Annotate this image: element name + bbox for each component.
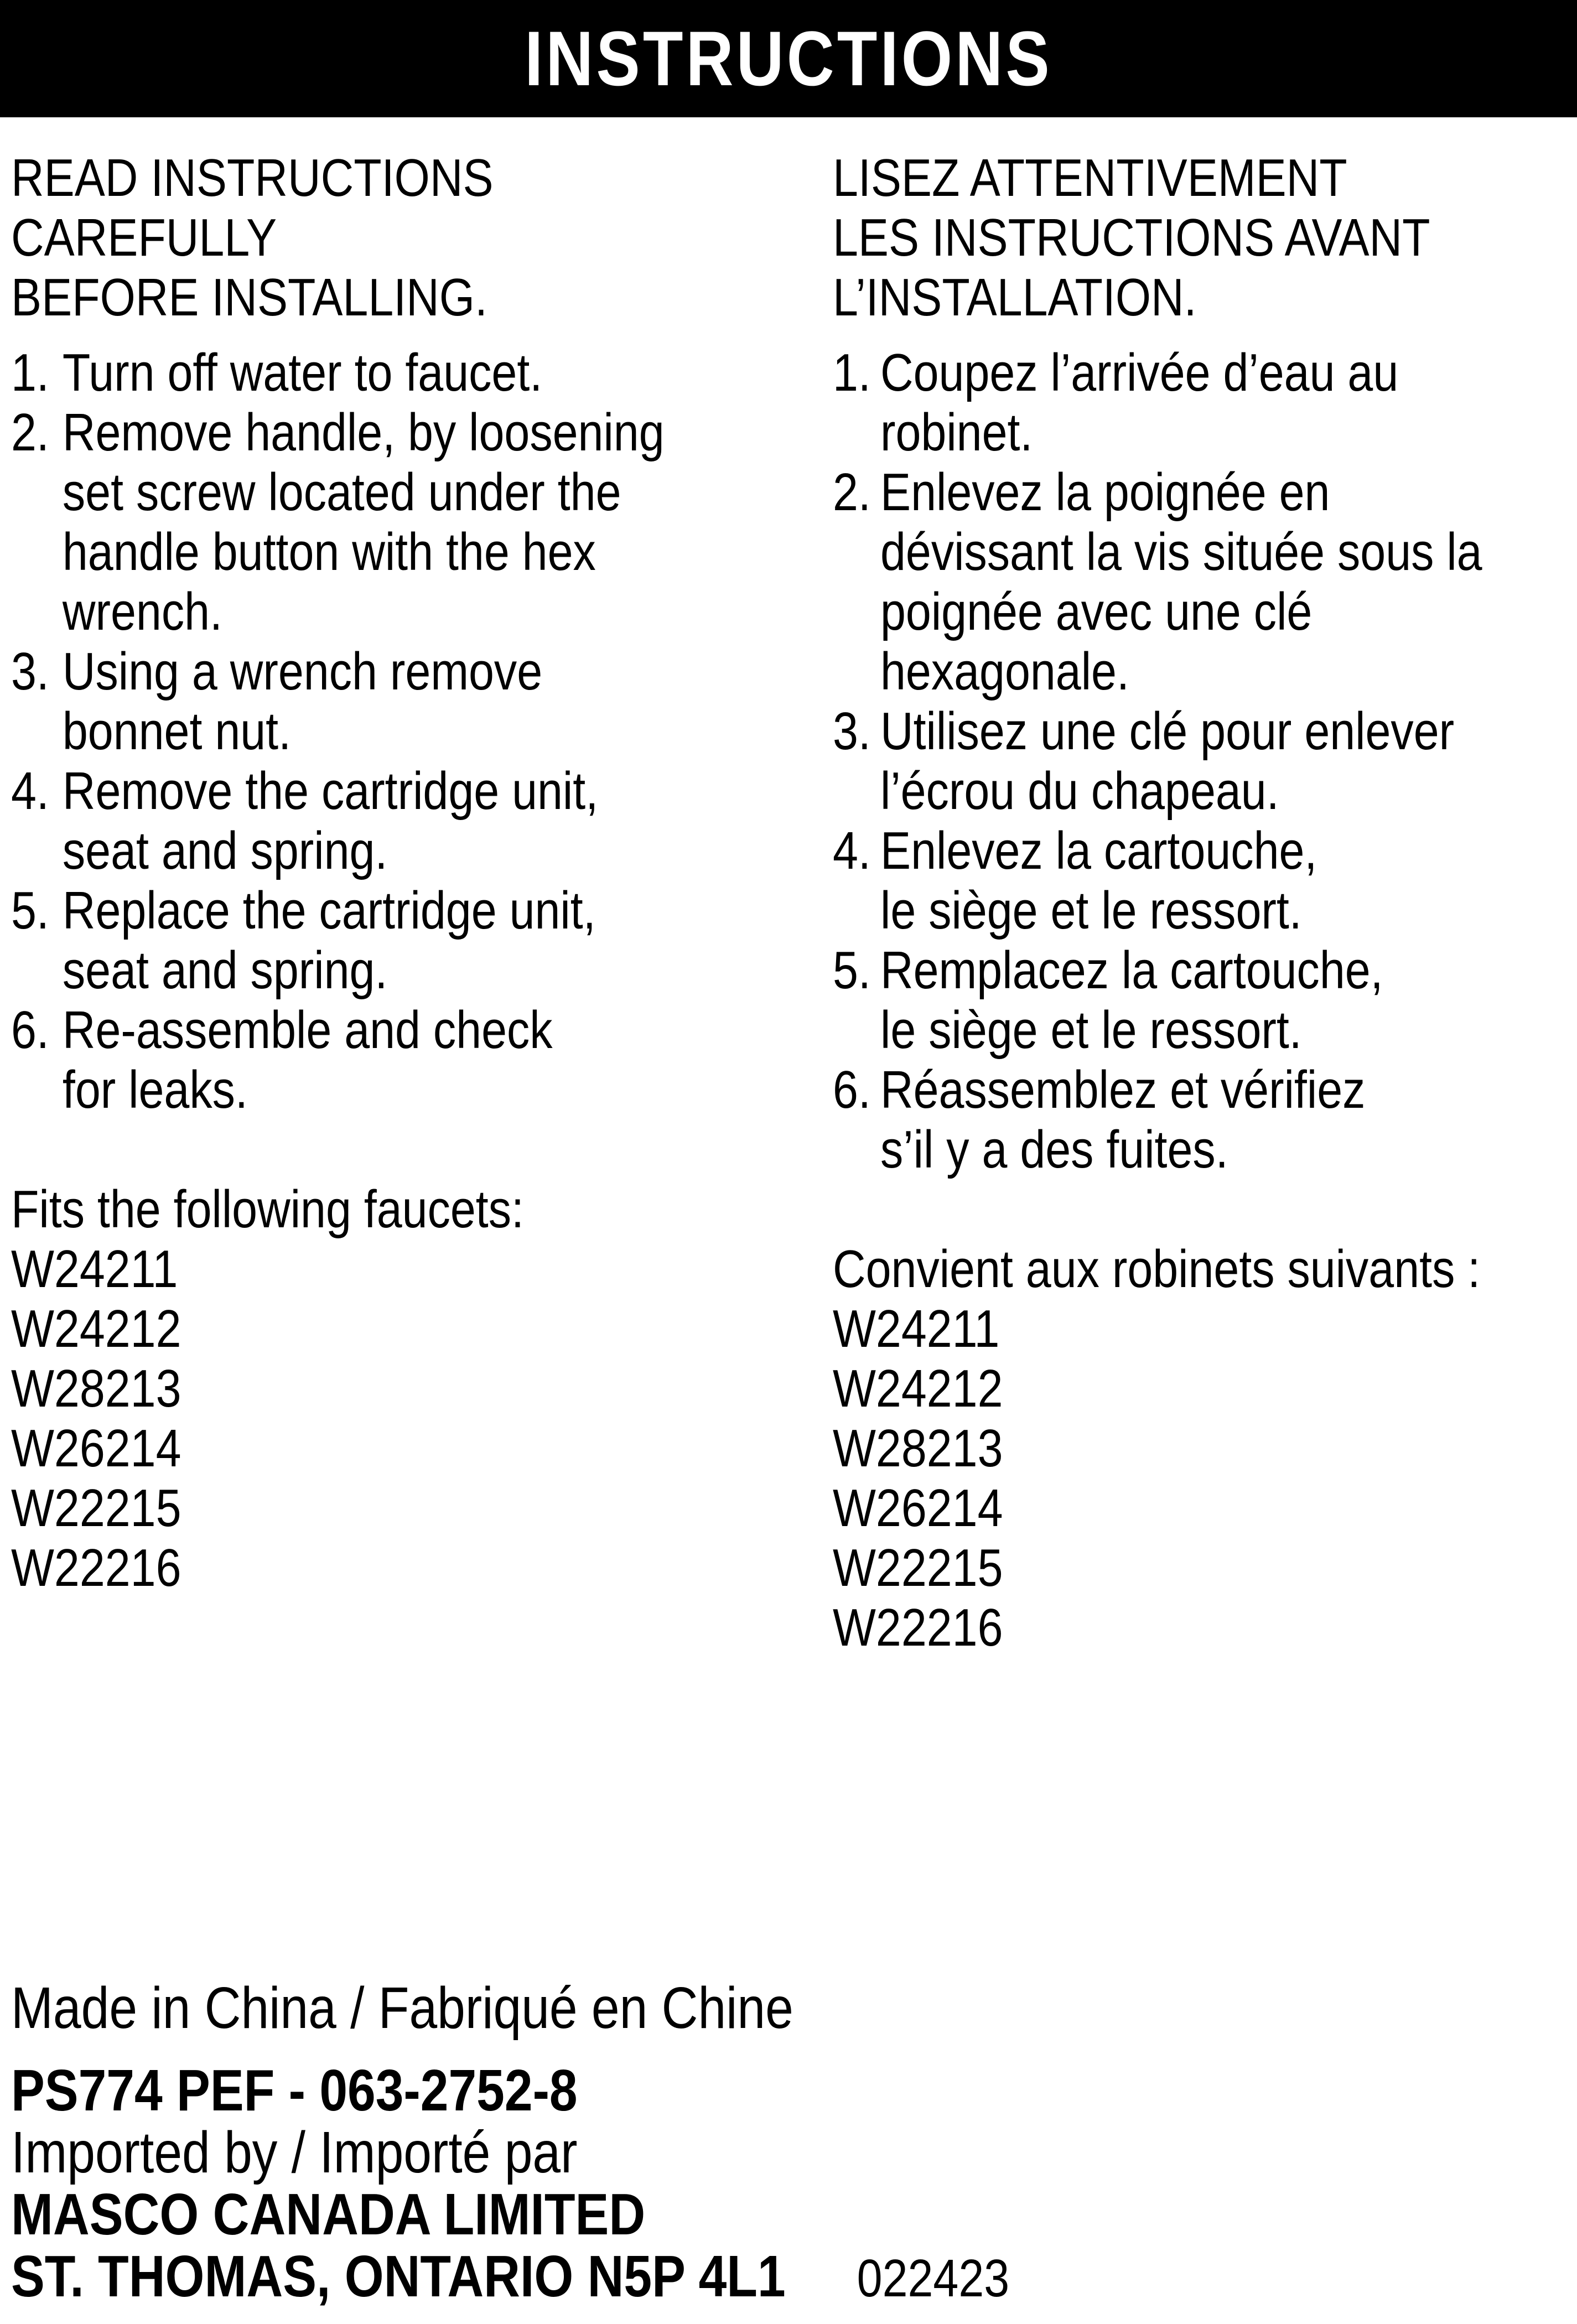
step-number: 5. <box>11 881 49 940</box>
step-line: le siège et le ressort. <box>880 881 1302 940</box>
imported-by-text: Imported by / Importé par <box>11 2120 578 2185</box>
step-text <box>63 403 677 642</box>
step-line: set screw located under the <box>62 463 621 522</box>
model-number: W22215 <box>11 1479 181 1538</box>
part-code: PS774 PEF - 063-2752-8 <box>11 2058 578 2123</box>
english-intro-line: READ INSTRUCTIONS CAREFULLY <box>11 148 494 267</box>
english-step-5 <box>11 881 677 1000</box>
english-model-list <box>11 1239 677 1598</box>
step-line: Re-assemble and check <box>62 1000 553 1060</box>
model-number: W22216 <box>833 1598 1003 1657</box>
instructions-header <box>0 0 1577 117</box>
step-line: Coupez l’arrivée d’eau au <box>880 343 1399 402</box>
step-line: wrench. <box>62 582 222 641</box>
step-number: 6. <box>11 1000 49 1060</box>
step-text <box>880 821 1570 941</box>
french-intro <box>833 148 1570 328</box>
french-step-6 <box>833 1060 1570 1180</box>
english-step-1 <box>11 343 677 403</box>
step-text <box>63 1000 677 1120</box>
step-line: dévissant la vis située sous la <box>880 522 1482 582</box>
french-step-4 <box>833 821 1570 941</box>
step-number: 5. <box>833 941 871 1000</box>
step-line: Réassemblez et vérifiez <box>880 1060 1366 1119</box>
footer <box>11 1975 1010 2310</box>
step-number: 1. <box>11 343 49 402</box>
step-number: 3. <box>11 642 49 701</box>
model-number: W24212 <box>833 1359 1003 1418</box>
model-number: W26214 <box>11 1419 181 1478</box>
step-line: Enlevez la poignée en <box>880 463 1330 522</box>
step-line: Utilisez une clé pour enlever <box>880 702 1455 761</box>
step-text <box>880 1060 1570 1180</box>
step-line: bonnet nut. <box>62 702 292 761</box>
model-number: W22215 <box>833 1538 1003 1597</box>
step-number: 4. <box>833 821 871 880</box>
step-line: seat and spring. <box>62 821 388 880</box>
step-line: robinet. <box>880 403 1033 462</box>
french-intro-line: LES INSTRUCTIONS AVANT <box>833 208 1430 267</box>
french-steps <box>833 343 1570 1180</box>
english-steps <box>11 343 677 1120</box>
step-number: 6. <box>833 1060 871 1119</box>
step-line: seat and spring. <box>62 941 388 1000</box>
step-text <box>63 881 677 1000</box>
french-step-5 <box>833 941 1570 1060</box>
model-number: W24212 <box>11 1299 181 1358</box>
step-line: le siège et le ressort. <box>880 1000 1302 1060</box>
french-fits-label: Convient aux robinets suivants : <box>833 1239 1481 1299</box>
french-column <box>833 148 1570 1658</box>
step-number: 3. <box>833 702 871 761</box>
step-line: Turn off water to faucet. <box>62 343 543 402</box>
model-number: W28213 <box>833 1419 1003 1478</box>
document-code: 022423 <box>857 2249 1010 2308</box>
english-step-4 <box>11 761 677 881</box>
step-line: handle button with the hex <box>62 522 596 582</box>
model-number: W26214 <box>833 1479 1003 1538</box>
english-step-3 <box>11 642 677 761</box>
step-line: poignée avec une clé <box>880 582 1313 641</box>
made-in-text: Made in China / Fabriqué en Chine <box>11 1975 793 2041</box>
step-line: Remove handle, by loosening <box>62 403 665 462</box>
step-line: hexagonale. <box>880 642 1129 701</box>
model-number: W24211 <box>833 1299 1000 1358</box>
french-step-1 <box>833 343 1570 463</box>
french-step-3 <box>833 702 1570 821</box>
step-text <box>63 761 677 881</box>
company-name: MASCO CANADA LIMITED <box>11 2182 646 2247</box>
english-step-2 <box>11 403 677 642</box>
step-number: 4. <box>11 761 49 821</box>
step-number: 1. <box>833 343 871 402</box>
english-column <box>11 148 677 1598</box>
step-line: s’il y a des fuites. <box>880 1120 1228 1179</box>
step-text <box>880 941 1570 1060</box>
step-number: 2. <box>11 403 49 462</box>
english-fits-label: Fits the following faucets: <box>11 1180 524 1239</box>
header-title: INSTRUCTIONS <box>525 15 1052 102</box>
model-number: W24211 <box>11 1239 178 1299</box>
step-line: for leaks. <box>62 1060 248 1119</box>
model-number: W22216 <box>11 1538 181 1597</box>
step-text <box>63 343 677 403</box>
english-intro <box>11 148 677 328</box>
step-text <box>880 463 1570 702</box>
step-text <box>880 343 1570 463</box>
step-line: Enlevez la cartouche, <box>880 821 1317 880</box>
step-line: Remove the cartridge unit, <box>62 761 599 821</box>
french-intro-line: LISEZ ATTENTIVEMENT <box>833 148 1347 208</box>
step-line: Remplacez la cartouche, <box>880 941 1383 1000</box>
step-text <box>63 642 677 761</box>
step-text <box>880 702 1570 821</box>
english-intro-line: BEFORE INSTALLING. <box>11 268 487 327</box>
company-address: ST. THOMAS, ONTARIO N5P 4L1 <box>11 2244 786 2309</box>
french-intro-line: L’INSTALLATION. <box>833 268 1197 327</box>
french-model-list <box>833 1299 1570 1658</box>
step-line: Using a wrench remove <box>62 642 543 701</box>
step-number: 2. <box>833 463 871 522</box>
address-row <box>11 2245 1010 2310</box>
step-line: Replace the cartridge unit, <box>62 881 596 940</box>
english-step-6 <box>11 1000 677 1120</box>
french-step-2 <box>833 463 1570 702</box>
model-number: W28213 <box>11 1359 181 1418</box>
step-line: l’écrou du chapeau. <box>880 761 1279 821</box>
